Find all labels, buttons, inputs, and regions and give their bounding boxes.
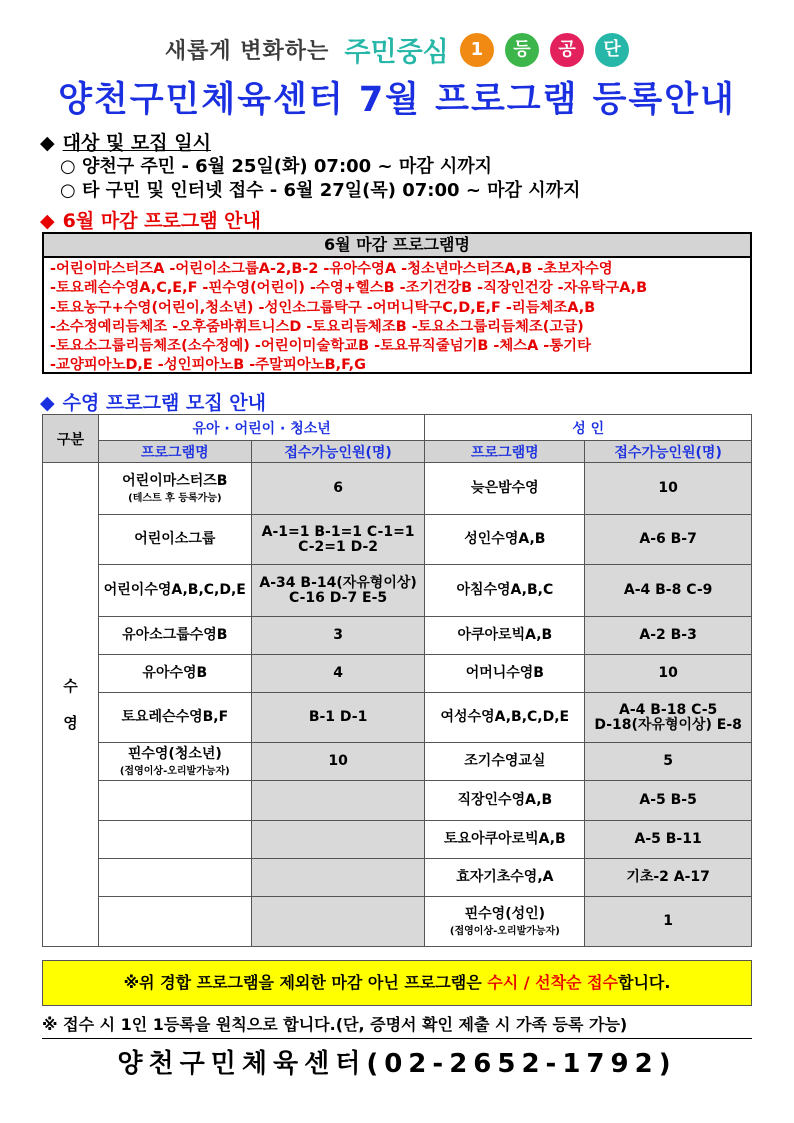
swim-side-label bbox=[43, 463, 99, 947]
cell-text: A-6 B-7 bbox=[639, 531, 697, 547]
adult-capacity-cell bbox=[585, 743, 752, 781]
youth-program-cell bbox=[98, 655, 251, 693]
recruit-item-others: ○ 타 구민 및 인터넷 접수 - 6월 27일(목) 07:00 ~ 마감 시까지 bbox=[60, 180, 581, 201]
cell-text: 10 bbox=[658, 665, 678, 681]
recruit-item-residents: ○ 양천구 주민 - 6월 25일(화) 07:00 ~ 마감 시까지 bbox=[60, 156, 493, 177]
adult-program-header: 프로그램명 bbox=[425, 441, 585, 463]
cell-text: 어린이마스터즈B bbox=[122, 472, 228, 489]
section-closed-title: 6월 마감 프로그램 안내 bbox=[62, 210, 261, 232]
youth-capacity-cell bbox=[251, 617, 425, 655]
slogan-accent: 주민중심 bbox=[344, 37, 449, 68]
cell-text: 토요레슨수영B,F bbox=[121, 709, 229, 725]
cell-text: 5 bbox=[663, 753, 673, 769]
cell-note: (접영이상-오리발가능자) bbox=[449, 925, 560, 937]
youth-program-cell bbox=[98, 565, 251, 617]
youth-program-header: 프로그램명 bbox=[98, 441, 251, 463]
youth-capacity-cell bbox=[251, 693, 425, 743]
youth-program-cell bbox=[98, 515, 251, 565]
table-row bbox=[43, 897, 752, 947]
notice-text-end: 합니다. bbox=[617, 973, 671, 992]
table-row bbox=[43, 693, 752, 743]
cell-note: (테스트 후 등록가능) bbox=[128, 492, 222, 504]
cell-text: 직장인수영A,B bbox=[457, 792, 553, 808]
youth-capacity-cell bbox=[251, 515, 425, 565]
youth-program-cell bbox=[98, 617, 251, 655]
adult-capacity-cell bbox=[585, 821, 752, 859]
cell-text: 4 bbox=[333, 665, 343, 681]
table-row bbox=[43, 617, 752, 655]
cell-text: 여성수영A,B,C,D,E bbox=[440, 709, 570, 725]
adult-capacity-cell bbox=[585, 617, 752, 655]
cell-text: 핀수영(청소년) bbox=[127, 745, 222, 762]
cell-text: 유아소그룹수영B bbox=[122, 627, 228, 643]
adult-capacity-cell bbox=[585, 515, 752, 565]
youth-program-cell bbox=[98, 463, 251, 515]
closed-programs-title: 6월 마감 프로그램명 bbox=[44, 234, 750, 258]
cell-text-line2: C-2=1 D-2 bbox=[298, 538, 379, 555]
table-row bbox=[43, 859, 752, 897]
cell-text: 6 bbox=[333, 480, 343, 496]
cell-text: 어린이소그룹 bbox=[134, 531, 216, 547]
adult-program-cell bbox=[425, 897, 585, 947]
youth-capacity-cell bbox=[251, 859, 425, 897]
cell-text: 기초-2 A-17 bbox=[626, 869, 710, 885]
adult-capacity-cell bbox=[585, 859, 752, 897]
table-row bbox=[43, 743, 752, 781]
youth-capacity-cell bbox=[251, 781, 425, 821]
section-recruit-heading bbox=[40, 128, 211, 155]
closed-line: -토요농구+수영(어린이,청소년) -성인소그룹탁구 -어머니탁구C,D,E,F -리듬체조A,B bbox=[50, 299, 596, 316]
adult-program-cell bbox=[425, 565, 585, 617]
youth-program-cell bbox=[98, 821, 251, 859]
youth-capacity-cell bbox=[251, 463, 425, 515]
adult-program-cell bbox=[425, 655, 585, 693]
cell-text: A-5 B-11 bbox=[634, 831, 702, 847]
cell-text: A-1=1 B-1=1 C-1=1 bbox=[261, 523, 415, 540]
cell-text: 아쿠아로빅A,B bbox=[457, 627, 553, 643]
cell-text: A-34 B-14(자유형이상) bbox=[259, 574, 417, 591]
badge-2: 등 bbox=[505, 33, 539, 67]
closed-line: -토요소그룹리듬체조(소수정예) -어린이미술학교B -토요뮤직줄넘기B -체스A -통기타 bbox=[50, 338, 591, 355]
closed-line: -토요레슨수영A,C,E,F -핀수영(어린이) -수영+헬스B -조기건강B -직장인건강 -자유탁구A,B bbox=[50, 280, 648, 297]
notice-banner bbox=[42, 960, 752, 1006]
diamond-icon: ◆ bbox=[40, 392, 55, 414]
adult-program-cell bbox=[425, 617, 585, 655]
table-row bbox=[43, 463, 752, 515]
page-title: 양천구민체육센터 7월 프로그램 등록안내 bbox=[58, 80, 736, 120]
cell-text: 1 bbox=[663, 913, 673, 929]
adult-program-cell bbox=[425, 693, 585, 743]
youth-capacity-header: 접수가능인원(명) bbox=[251, 441, 425, 463]
adult-capacity-cell bbox=[585, 897, 752, 947]
cell-text: 성인수영A,B bbox=[464, 531, 546, 547]
adult-capacity-header: 접수가능인원(명) bbox=[585, 441, 752, 463]
table-row bbox=[43, 515, 752, 565]
youth-program-cell bbox=[98, 781, 251, 821]
adult-program-cell bbox=[425, 463, 585, 515]
closed-programs-list bbox=[44, 258, 750, 378]
side-label-char: 영 bbox=[63, 713, 78, 732]
cell-note: (접영이상-오리발가능자) bbox=[119, 765, 230, 777]
badge-1: 1 bbox=[460, 33, 494, 67]
cell-text: 핀수영(성인) bbox=[464, 905, 546, 922]
cell-text: 10 bbox=[328, 753, 348, 769]
cell-text: 아침수영A,B,C bbox=[456, 582, 554, 598]
adult-program-cell bbox=[425, 781, 585, 821]
youth-capacity-cell bbox=[251, 655, 425, 693]
adult-program-cell bbox=[425, 821, 585, 859]
adult-capacity-cell bbox=[585, 781, 752, 821]
cell-text: A-4 B-18 C-5 bbox=[619, 701, 718, 718]
adult-program-cell bbox=[425, 743, 585, 781]
slogan-banner bbox=[0, 30, 794, 70]
youth-program-cell bbox=[98, 897, 251, 947]
youth-program-cell bbox=[98, 693, 251, 743]
diamond-icon: ◆ bbox=[40, 210, 55, 232]
adult-program-cell bbox=[425, 859, 585, 897]
section-swim-title: 수영 프로그램 모집 안내 bbox=[62, 392, 267, 414]
cell-text: A-5 B-5 bbox=[639, 792, 697, 808]
cell-text: 10 bbox=[658, 480, 678, 496]
youth-capacity-cell bbox=[251, 743, 425, 781]
closed-line: -어린이마스터즈A -어린이소그룹A-2,B-2 -유아수영A -청소년마스터즈A,B -초보자수영 bbox=[50, 261, 613, 277]
youth-program-cell bbox=[98, 859, 251, 897]
youth-capacity-cell bbox=[251, 565, 425, 617]
cell-text: 어린이수영A,B,C,D,E bbox=[103, 582, 246, 598]
table-row bbox=[43, 781, 752, 821]
youth-capacity-cell bbox=[251, 897, 425, 947]
cell-text: 유아수영B bbox=[142, 665, 208, 681]
cell-text: B-1 D-1 bbox=[308, 709, 368, 725]
cell-text: 늦은밤수영 bbox=[471, 480, 539, 496]
center-name-phone: 양천구민체육센터(02-2652-1792) bbox=[117, 1049, 677, 1079]
closed-line: -교양피아노D,E -성인피아노B -주말피아노B,F,G bbox=[50, 357, 366, 374]
adult-capacity-cell bbox=[585, 463, 752, 515]
youth-capacity-cell bbox=[251, 821, 425, 859]
cell-text: 조기수영교실 bbox=[464, 753, 546, 769]
cell-text: 토요아쿠아로빅A,B bbox=[443, 831, 566, 847]
side-label-char: 수 bbox=[63, 676, 78, 695]
badge-3: 공 bbox=[550, 33, 584, 67]
registration-footnote: ※ 접수 시 1인 1등록을 원칙으로 합니다.(단, 증명서 확인 제출 시 가족 등록 가능) bbox=[42, 1012, 752, 1039]
section-recruit-title: 대상 및 모집 일시 bbox=[62, 132, 211, 154]
adult-program-cell bbox=[425, 515, 585, 565]
cell-text: 효자기초수영,A bbox=[456, 869, 554, 885]
diamond-icon: ◆ bbox=[40, 132, 55, 154]
swim-table bbox=[42, 414, 752, 947]
cell-text-line2: C-16 D-7 E-5 bbox=[288, 589, 388, 606]
table-row bbox=[43, 821, 752, 859]
section-closed-heading bbox=[40, 206, 261, 233]
group-adult-header: 성 인 bbox=[425, 415, 752, 441]
cell-text-line2: D-18(자유형이상) E-8 bbox=[594, 716, 742, 733]
adult-capacity-cell bbox=[585, 565, 752, 617]
col-gubun: 구분 bbox=[43, 415, 99, 463]
badge-4: 단 bbox=[595, 33, 629, 67]
group-youth-header: 유아 · 어린이 · 청소년 bbox=[98, 415, 425, 441]
notice-highlight: 수시 / 선착순 접수 bbox=[487, 973, 618, 992]
cell-text: A-4 B-8 C-9 bbox=[623, 582, 713, 598]
section-swim-heading bbox=[40, 388, 266, 415]
cell-text: A-2 B-3 bbox=[639, 627, 697, 643]
youth-program-cell bbox=[98, 743, 251, 781]
cell-text: 3 bbox=[333, 627, 343, 643]
table-row bbox=[43, 655, 752, 693]
closed-programs-box bbox=[42, 232, 752, 374]
closed-line: -소수정예리듬체조 -오후줌바휘트니스D -토요리듬체조B -토요소그룹리듬체조(고급) bbox=[50, 318, 584, 335]
notice-text: ※위 경합 프로그램을 제외한 마감 아닌 프로그램은 bbox=[123, 973, 488, 992]
table-row bbox=[43, 565, 752, 617]
slogan-text: 새롭게 변화하는 bbox=[164, 39, 330, 64]
adult-capacity-cell bbox=[585, 655, 752, 693]
cell-text: 어머니수영B bbox=[465, 665, 544, 681]
adult-capacity-cell bbox=[585, 693, 752, 743]
